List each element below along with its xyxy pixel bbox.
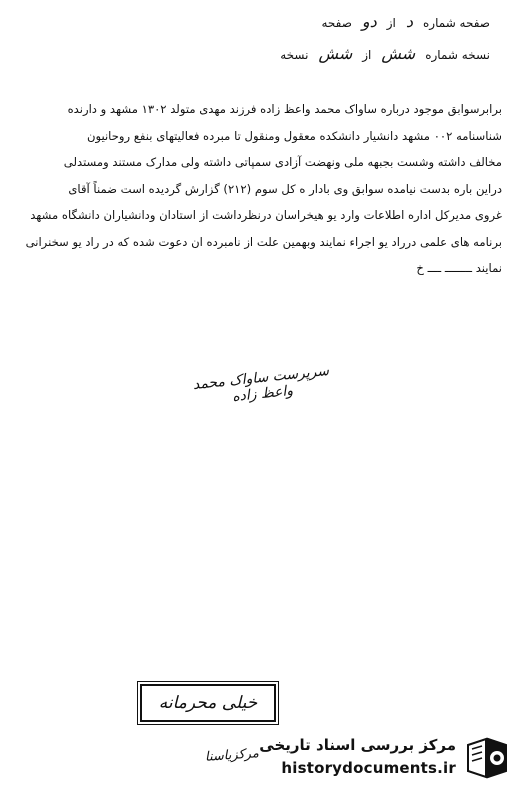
copy-of-label: از xyxy=(362,48,372,62)
handwritten-signature: سرپرست ساواک محمد واعظ زاده xyxy=(192,362,330,406)
page-number-label: صفحه شماره xyxy=(423,16,490,30)
page-number-value: د xyxy=(405,12,414,31)
classification-stamp: خیلی محرمانه xyxy=(140,684,276,722)
body-line: برابرسوابق موجود درباره ساواک محمد واعظ زاده فرزند مهدی متولد ۱۳۰۲ مشهد و دارنده xyxy=(67,102,502,116)
copy-number-value: شش xyxy=(381,44,416,63)
body-line: نمایند ــــــــ ــــ خ xyxy=(416,261,502,275)
copy-suffix-label: نسخه xyxy=(280,48,309,62)
page-suffix-label: صفحه xyxy=(321,16,352,30)
watermark-url: historydocuments.ir xyxy=(281,759,456,777)
archive-watermark xyxy=(236,733,512,787)
document-book-logo-icon xyxy=(462,733,512,783)
body-line: مخالف داشته وشست بجبهه ملی ونهضت آزادی سمپاتی داشته ولی مدارک مستند ومستدلی xyxy=(63,155,502,169)
report-body xyxy=(16,96,502,282)
body-line: شناسنامه ۰۰۲ مشهد دانشیار دانشکده معقول ومنقول تا مبرده فعالیتهای بنفع روحانیون xyxy=(86,128,502,143)
page-total-value: دو xyxy=(361,12,377,31)
copy-total-value: شش xyxy=(318,44,353,63)
watermark-title: مرکز بررسی اسناد تاریخی xyxy=(259,736,456,754)
copy-number-label: نسخه شماره xyxy=(425,48,490,62)
page-of-label: از xyxy=(386,16,396,30)
body-line: برنامه های علمی درراد یو اجراء نمایند وبهمین علت از نامبرده ان دعوت شده که در راد یو سخنرانی xyxy=(25,234,502,249)
body-line: دراین باره بدست نیامده سوابق وی بادار ه کل سوم (۲۱۲) گزارش گردیده است ضمناً آقای xyxy=(68,181,502,196)
handwritten-note: مرکزیاسنا xyxy=(204,746,260,765)
body-line: غروی مدیرکل اداره اطلاعات وارد یو هیخراسان درنظرداشت از استادان ودانشیاران دانشگاه مشهد xyxy=(30,208,502,222)
page-number-row xyxy=(321,12,490,31)
copy-number-row xyxy=(280,44,490,63)
